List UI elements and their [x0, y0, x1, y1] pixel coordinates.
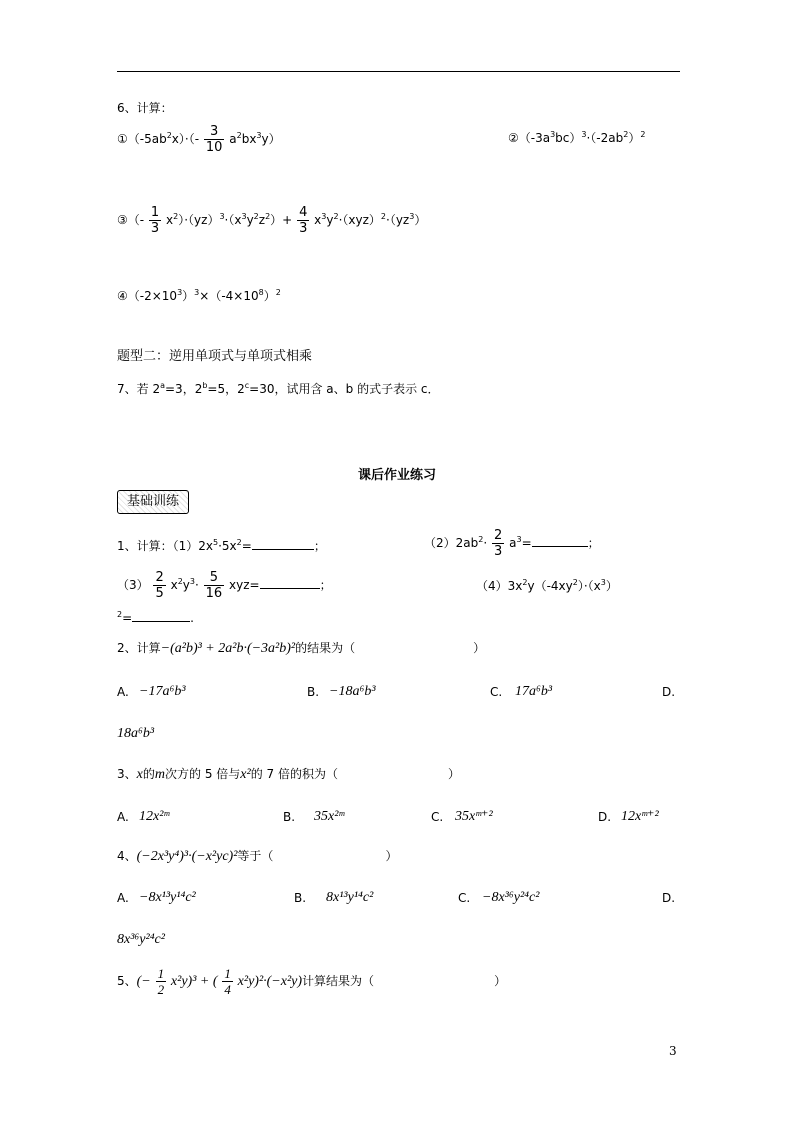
e1-part-4-cont: $^2$= .: [117, 610, 194, 625]
page-number: 3: [669, 1044, 677, 1058]
e1-part-4: $(4)3x^2y(-4xy^2)\cdot(x^3)$: [476, 578, 618, 593]
fraction: $\frac{1}{2}$: [157, 966, 165, 997]
fraction: $\frac{2}{3}$: [494, 528, 503, 559]
fraction: $\frac{4}{3}$: [299, 205, 308, 236]
e2-option-d: 18a⁶b³: [117, 726, 155, 741]
q6-label: 6、计算：: [117, 101, 173, 115]
answer-blank: [532, 534, 588, 547]
fraction: $\frac{2}{5}$: [155, 570, 164, 601]
e4-question: 4、(−2x³y⁴)³·(−x²yc)²等于（ ）: [117, 849, 398, 864]
answer-blank: [260, 576, 320, 589]
fraction: $\frac{3}{10}$: [205, 124, 223, 155]
section-title: 课后作业练习: [357, 468, 436, 483]
q6-item-1: $①(-5ab^2x)\cdot(-$ $\frac{3}{10}$ $a^2bx^3y$）: [117, 124, 281, 155]
fraction: $\frac{5}{16}$: [205, 570, 223, 601]
section-badge: 基础训练: [117, 490, 189, 514]
q6-item-4: $④(-2\times 10^3)^3\times(-4\times 10^8)^2$: [117, 288, 281, 303]
e5-question: 5、(− $\frac{1}{2}$ x²y)³ + ( $\frac{1}{4}$ x²y)²·(−x²y)计算结果为（ ）: [117, 966, 507, 997]
q6-item-3: ③（- $\frac{1}{3}$ $x^2)\cdot(yz)^3\cdot(x^3y^2z^2)+$ $\frac{4}{3}$ $x^3y^2\cdot(xyz)^2\cdot(yz^3)$: [117, 205, 427, 236]
e1-part-3: （3） $\frac{2}{5}$ $x^2y^3\cdot$ $\frac{5}{16}$ xyz= ；: [117, 570, 332, 601]
type2-heading: 题型二：逆用单项式与单项式相乘: [117, 349, 313, 364]
e1-part-2: $(2)2ab^2\cdot$ $\frac{2}{3}$ $a^3=$ ；: [424, 528, 600, 559]
q6-item-2: $②(-3a^3bc)^3\cdot(-2ab^2)^2$: [508, 130, 646, 145]
fraction: $\frac{1}{4}$: [224, 966, 231, 997]
header-rule: [117, 71, 680, 72]
answer-blank: [132, 609, 190, 622]
answer-blank: [252, 537, 314, 550]
e4-option-d: 8x³⁶y²⁴c²: [117, 932, 165, 947]
e3-question: 3、x的m次方的 5 倍与x²的 7 倍的积为（ ）: [117, 767, 460, 782]
e1-part-1: 1、计算：$(1)2x^5\cdot 5x^2=$ ；: [117, 538, 326, 553]
fraction: $\frac{1}{3}$: [150, 205, 160, 236]
e2-question: 2、计算−(a²b)³ + 2a²b·(−3a²b)²的结果为（ ）: [117, 641, 486, 656]
q7: 7、若 $2^a=3$，$2^b=5$，$2^c=30$，试用含 a、b 的式子表示 c．: [117, 381, 440, 396]
